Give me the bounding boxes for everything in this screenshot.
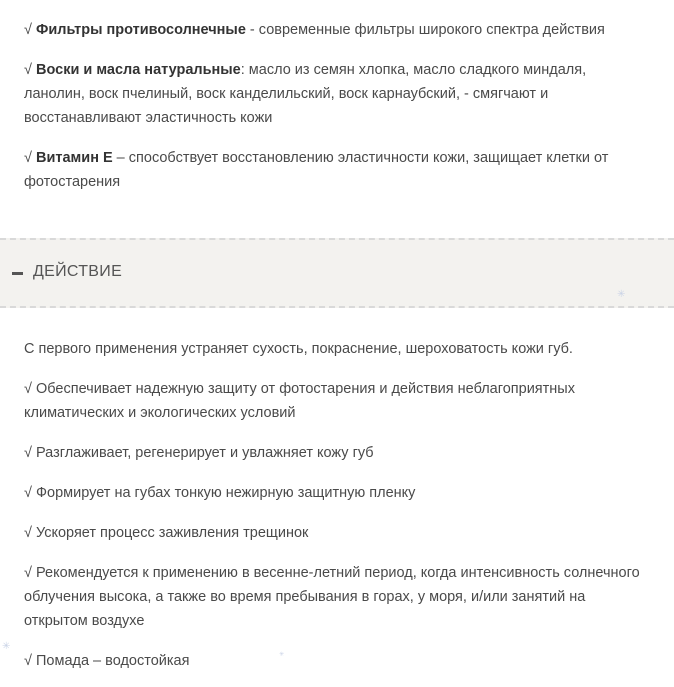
ingredients-section xyxy=(0,18,674,194)
action-item: √ Обеспечивает надежную защиту от фотостарения и действия неблагоприятных климатических и экологических условий xyxy=(24,381,575,421)
ingredient-item xyxy=(24,146,650,194)
action-section xyxy=(0,337,674,673)
sparkle-icon: ✳ xyxy=(279,652,285,658)
ingredient-description: : масло из семян хлопка, масло сладкого миндаля, ланолин, воск пчелиный, воск канделильский, воск карнаубский, - смягчают и восстанавливают эластичность кожи xyxy=(24,62,587,126)
ingredient-name: Фильтры противосолнечные xyxy=(36,22,246,38)
action-item: √ Рекомендуется к применению в весенне-летний период, когда интенсивность солнечного облучения высока, а также во время пребывания в горах, у моря, и/или занятий на открытом воздухе xyxy=(24,565,640,629)
check-mark: √ xyxy=(24,62,32,78)
sparkle-icon: ✳ xyxy=(2,641,11,652)
action-item: √ Формирует на губах тонкую нежирную защитную пленку xyxy=(24,485,416,501)
ingredient-description: – способствует восстановлению эластичности кожи, защищает клетки от фотостарения xyxy=(24,150,609,190)
ingredient-item xyxy=(24,18,650,42)
sparkle-icon: ✳ xyxy=(617,289,626,300)
action-item: √ Помада – водостойкая xyxy=(24,653,190,669)
check-mark: √ xyxy=(24,22,32,38)
ingredient-name: Витамин Е xyxy=(36,150,113,166)
check-mark: √ xyxy=(24,150,32,166)
action-item: √ Разглаживает, регенерирует и увлажняет кожу губ xyxy=(24,445,374,461)
action-accordion-header[interactable] xyxy=(0,238,674,308)
ingredient-description: - современные фильтры широкого спектра действия xyxy=(245,22,605,38)
action-intro: С первого применения устраняет сухость, покраснение, шероховатость кожи губ. xyxy=(24,341,573,357)
ingredient-item xyxy=(24,58,650,130)
minus-icon[interactable] xyxy=(12,272,23,275)
action-item: √ Ускоряет процесс заживления трещинок xyxy=(24,525,309,541)
ingredient-name: Воски и масла натуральные xyxy=(36,62,241,78)
accordion-title[interactable]: ДЕЙСТВИЕ xyxy=(33,263,123,280)
